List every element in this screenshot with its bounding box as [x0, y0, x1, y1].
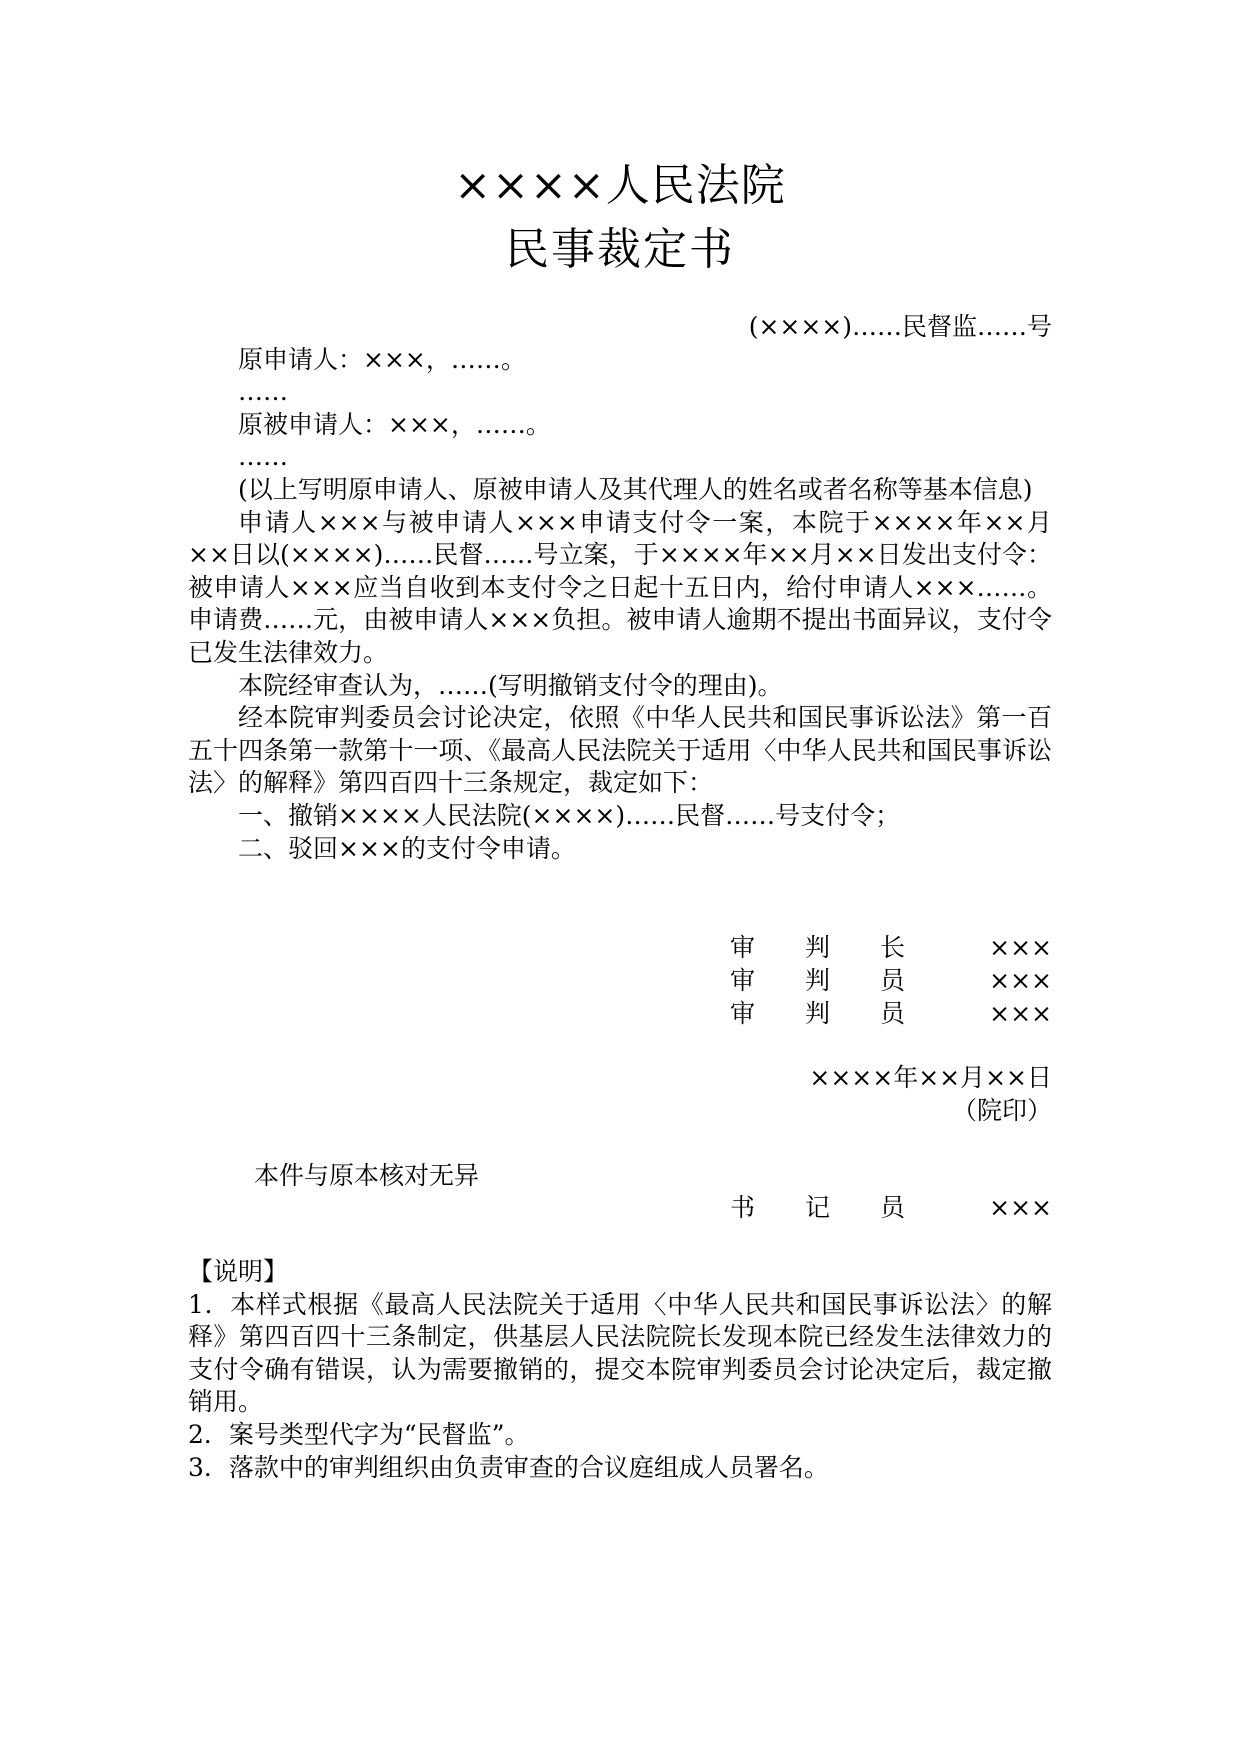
title-char: 审 — [730, 966, 756, 995]
clerk-title — [730, 1192, 905, 1225]
signature-row — [730, 998, 1052, 1031]
title-char: 审 — [730, 933, 756, 962]
court-name: ××××人民法院 — [454, 160, 786, 211]
title-char: 判 — [804, 933, 830, 962]
party-respondent-more: …… — [238, 442, 288, 472]
title-char: 记 — [804, 1193, 830, 1222]
title-char: 判 — [804, 999, 830, 1028]
title-char: 员 — [879, 1193, 905, 1222]
document-body — [188, 311, 1052, 865]
notes-item: 1．本样式根据《最高人民法院关于适用〈中华人民共和国民事诉讼法〉的解释》第四百四十三条制定，供基层人民法院院长发现本院已经发生法律效力的支付令确有错误，认为需要撤销的，提交本院审判委员会讨论决定后，裁定撤销用。 — [188, 1289, 1052, 1417]
basis-paragraph: 经本院审判委员会讨论决定，依照《中华人民共和国民事诉讼法》第一百五十四条第一款第十一项、《最高人民法院关于适用〈中华人民共和国民事诉讼法〉的解释》第四百四十三条规定，裁定如下： — [188, 703, 1052, 798]
title-char: 员 — [879, 999, 905, 1028]
signature-title — [730, 965, 905, 998]
signature-name: ××× — [989, 966, 1052, 995]
signature-row — [730, 965, 1052, 998]
title-char: 长 — [879, 933, 905, 962]
case-number: (××××)……民督监……号 — [748, 312, 1052, 341]
signature-block — [730, 932, 1052, 1031]
ruling-item-1: 一、撤销××××人民法院(××××)……民督……号支付令； — [238, 800, 901, 830]
ruling-item-2: 二、驳回×××的支付令申请。 — [238, 833, 576, 863]
title-char: 判 — [804, 966, 830, 995]
clerk-name: ××× — [989, 1193, 1052, 1222]
title-char: 员 — [879, 966, 905, 995]
signature-name: ××× — [989, 933, 1052, 962]
notes-section — [188, 1256, 1052, 1484]
clerk-row — [730, 1192, 1052, 1225]
clerk-block — [730, 1192, 1052, 1225]
document-title: 民事裁定书 — [505, 224, 735, 275]
signature-name: ××× — [989, 999, 1052, 1028]
review-paragraph: 本院经审查认为，……(写明撤销支付令的理由)。 — [238, 670, 783, 700]
title-char: 审 — [730, 999, 756, 1028]
party-applicant: 原申请人：×××，……。 — [238, 344, 526, 374]
party-note: (以上写明原申请人、原被申请人及其代理人的姓名或者名称等基本信息) — [238, 474, 1033, 504]
signature-title — [730, 998, 905, 1031]
signature-title — [730, 932, 905, 965]
notes-heading: 【说明】 — [188, 1257, 289, 1286]
title-char: 书 — [730, 1193, 756, 1222]
notes-item: 2．案号类型代字为“民督监”。 — [188, 1419, 530, 1449]
party-applicant-more: …… — [238, 377, 288, 407]
ruling-date: ××××年××月××日 — [809, 1063, 1052, 1092]
facts-paragraph: 申请人×××与被申请人×××申请支付令一案，本院于××××年××月××日以(××××)……民督……号立案，于××××年××月××日发出支付令：被申请人×××应当自收到本支付令之日起十五日内，给付申请人×××……。申请费……元，由被申请人×××负担。被申请人逾期不提出书面异议，支付令已发生法律效力。 — [188, 507, 1052, 667]
signature-row — [730, 932, 1052, 965]
verify-statement: 本件与原本核对无异 — [254, 1161, 480, 1190]
court-seal-label: （院印） — [951, 1096, 1052, 1125]
party-respondent: 原被申请人：×××，……。 — [238, 409, 551, 439]
notes-item: 3．落款中的审判组织由负责审查的合议庭组成人员署名。 — [188, 1452, 829, 1482]
